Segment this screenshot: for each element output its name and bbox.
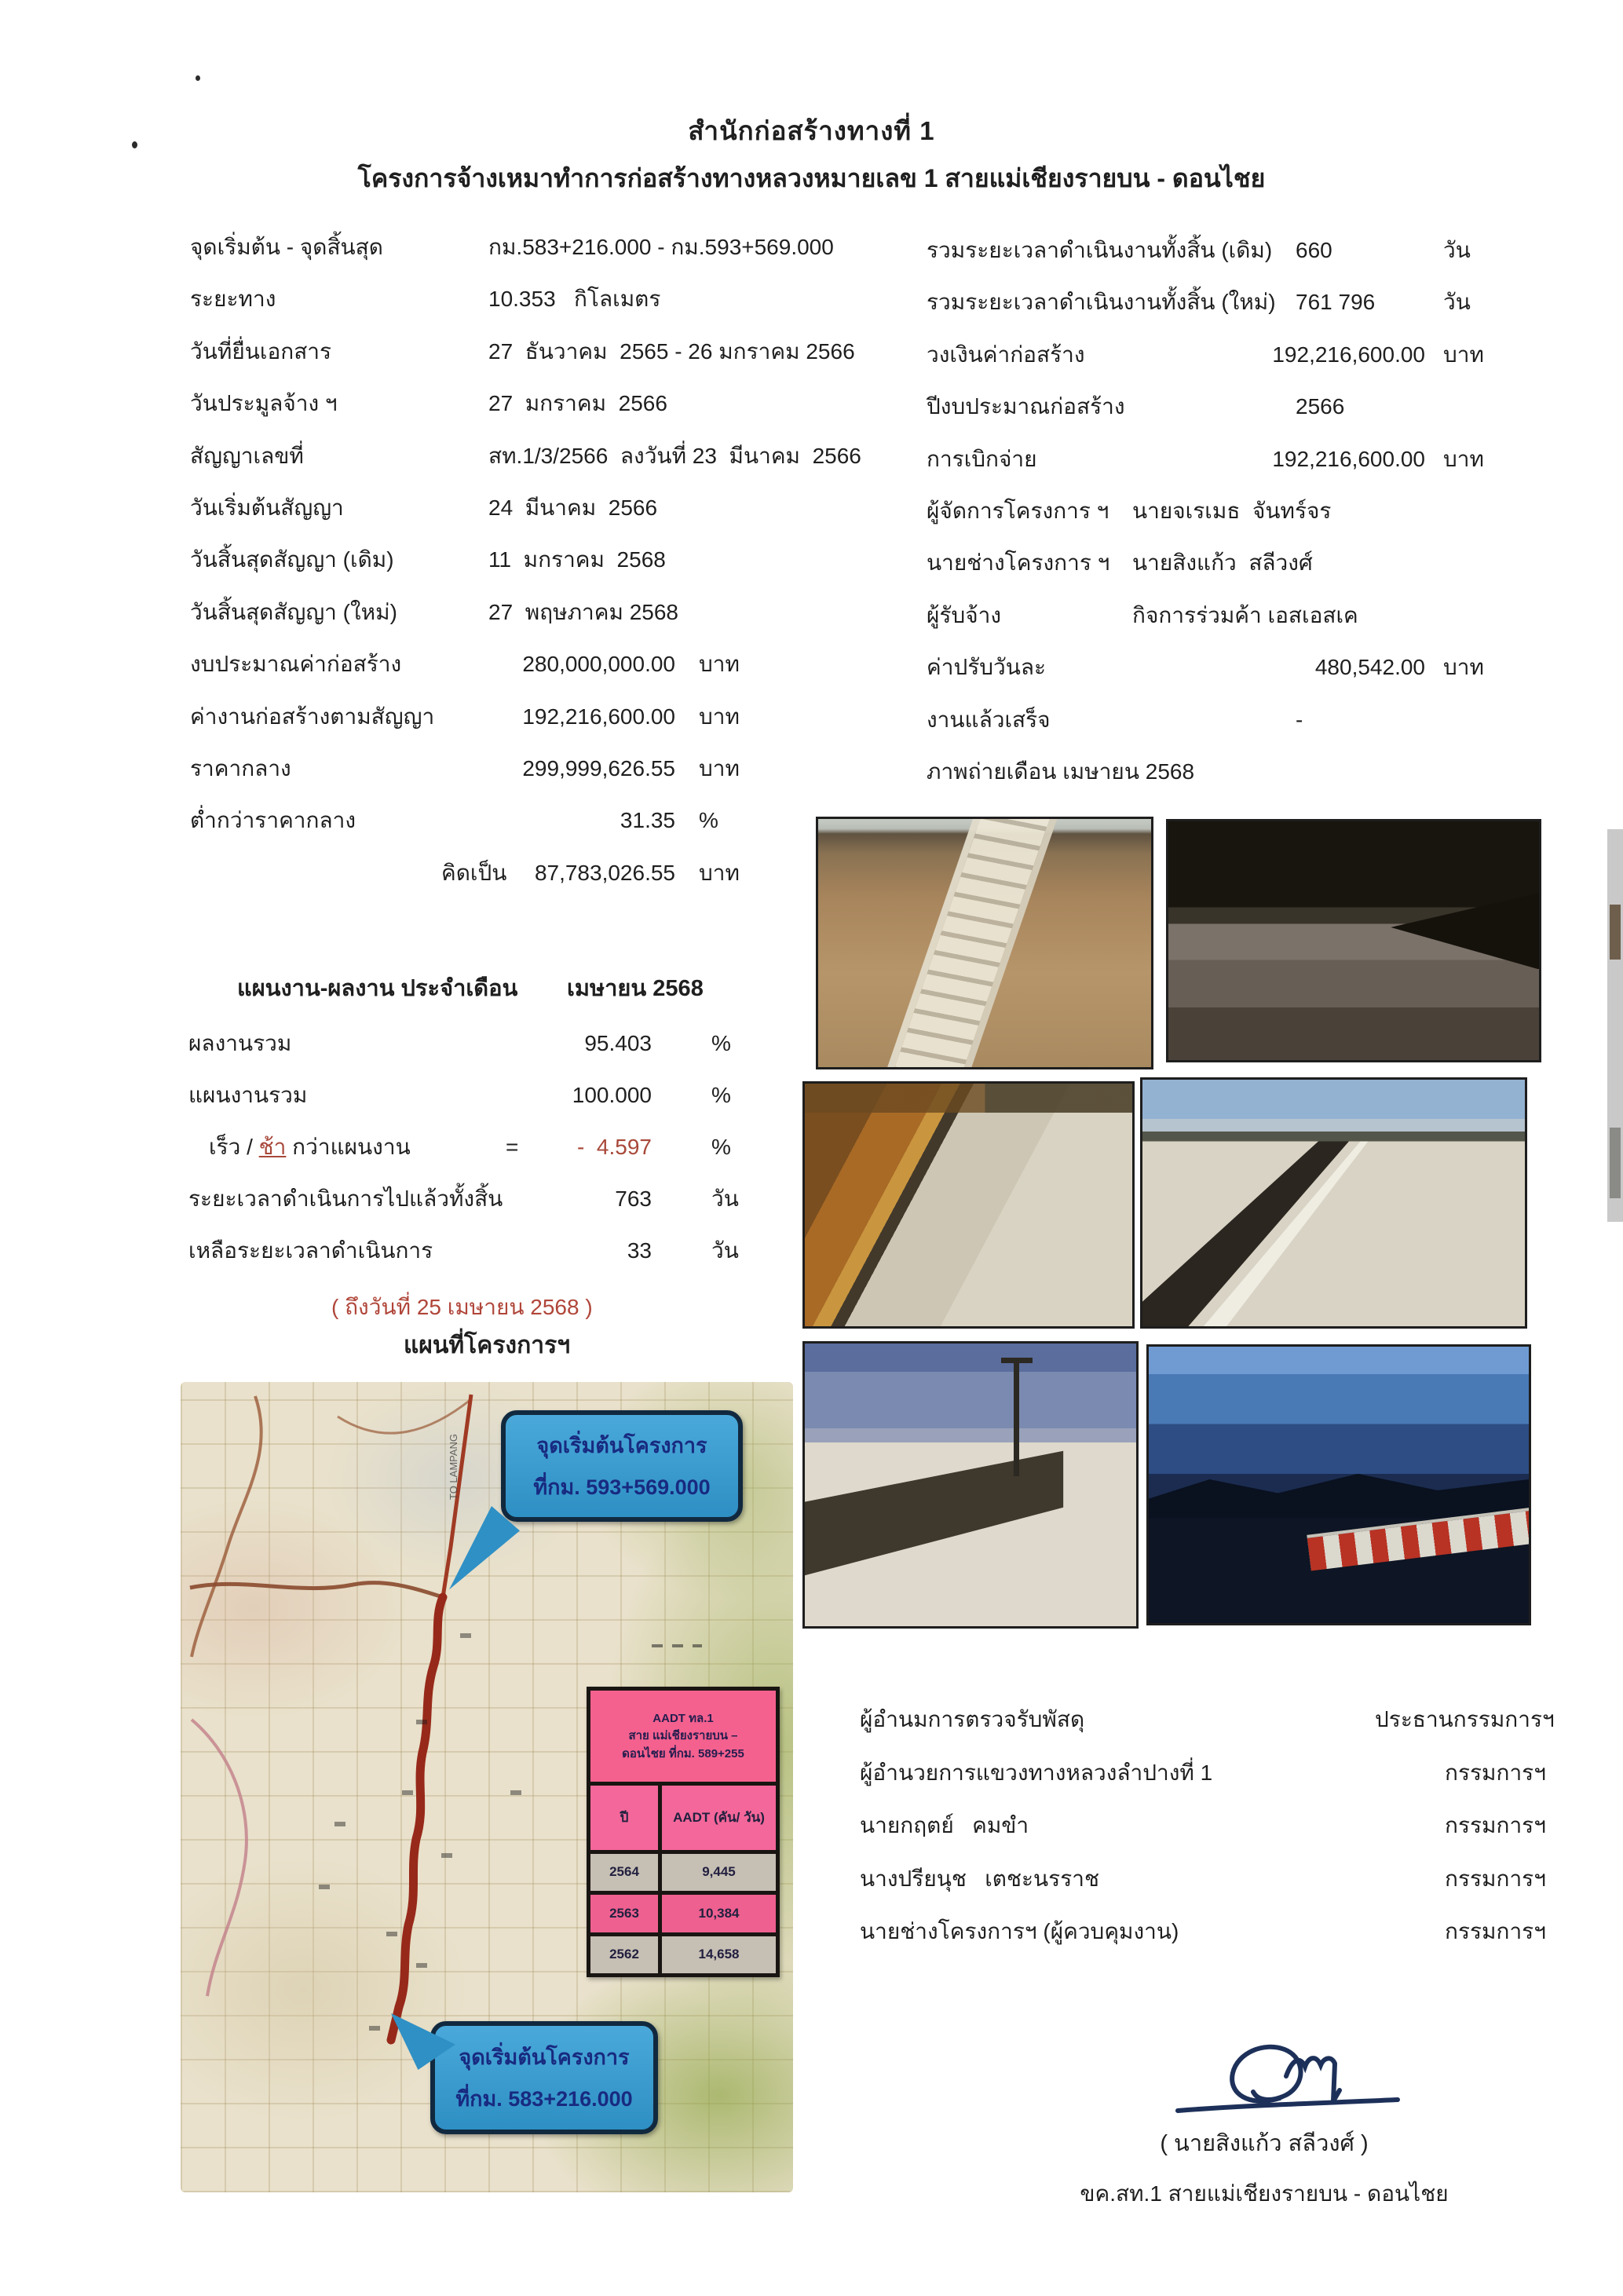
info-value: 11 มกราคม 2568 xyxy=(488,547,666,572)
info-label: วันสิ้นสุดสัญญา (ใหม่) xyxy=(190,599,397,624)
photo-orange-dirt-concrete-curb xyxy=(802,1081,1135,1329)
info-value: 192,216,600.00 xyxy=(1272,446,1425,471)
info-row xyxy=(927,433,1602,485)
project-map xyxy=(181,1382,793,2192)
info-label: งบประมาณค่าก่อสร้าง xyxy=(190,652,402,677)
info-value: 2566 xyxy=(1296,394,1345,419)
project-info-right xyxy=(927,225,1602,798)
map-callout-start-point xyxy=(430,2021,658,2134)
info-unit: บาท xyxy=(1443,342,1484,367)
photo-concrete-slope-wall xyxy=(802,1341,1139,1629)
signer-name: ( นายสิงแก้ว สลีวงศ์ ) xyxy=(1160,2131,1369,2156)
aadt-table xyxy=(587,1687,780,1977)
info-label: นายช่างโครงการ ฯ xyxy=(927,550,1110,576)
info-unit: บาท xyxy=(699,652,740,677)
ink-speck xyxy=(196,75,200,81)
map-minor-road xyxy=(190,1583,443,1597)
info-label: รวมระยะเวลาดำเนินงานทั้งสิ้น (เดิม) xyxy=(927,238,1273,262)
photo-shadow-wedge xyxy=(1391,893,1539,969)
map-minor-road xyxy=(192,1720,247,1996)
committee-member-title: กรรมการฯ xyxy=(1445,1866,1546,1891)
photo-dirt-pile xyxy=(805,1084,1132,1113)
photo-dusk-road-striped-barriers xyxy=(1146,1344,1531,1625)
monthly-row xyxy=(181,1121,801,1173)
monthly-label: ระยะเวลาดำเนินการไปแล้วทั้งสิ้น xyxy=(188,1186,503,1211)
info-value: 192,216,600.00 xyxy=(1272,342,1425,367)
committee-member-title: ประธานกรรมการฯ xyxy=(1375,1707,1555,1731)
monthly-value: 33 xyxy=(627,1238,652,1263)
monthly-value: 95.403 xyxy=(584,1031,652,1055)
info-unit: % xyxy=(699,808,718,833)
info-label: วงเงินค่าก่อสร้าง xyxy=(927,342,1085,367)
map-title: แผนที่โครงการฯ xyxy=(403,1333,571,1358)
monthly-row xyxy=(181,1225,801,1277)
info-row xyxy=(188,430,861,482)
project-info-left xyxy=(188,221,861,899)
aadt-title-line1: AADT ทล.1 xyxy=(652,1712,714,1726)
office-title: สำนักก่อสร้างทางที่ 1 xyxy=(688,116,935,145)
aadt-value-cell: 10,384 xyxy=(662,1895,776,1932)
info-row xyxy=(188,743,809,795)
info-value: 299,999,626.55 xyxy=(522,755,675,781)
aadt-col-year-header: ปี xyxy=(590,1786,658,1850)
info-label: ผู้จัดการโครงการ ฯ xyxy=(927,498,1109,523)
monthly-progress-rows xyxy=(181,1018,801,1277)
aadt-value-cell: 14,658 xyxy=(662,1936,776,1973)
monthly-unit: % xyxy=(711,1083,731,1107)
info-row xyxy=(188,221,834,273)
callout-start-line2: ที่กม. 583+216.000 xyxy=(455,2087,633,2111)
info-value: 24 มีนาคม 2566 xyxy=(488,495,658,520)
info-row xyxy=(188,378,809,430)
info-label: ต่ำกว่าราคากลาง xyxy=(190,808,356,833)
committee-member-name: นายกฤตย์ คมขำ xyxy=(860,1813,1029,1837)
monthly-label-post: กว่าแผนงาน xyxy=(286,1135,411,1159)
aadt-year-cell: 2564 xyxy=(590,1854,658,1891)
committee-row xyxy=(860,1746,1566,1800)
committee-member-title: กรรมการฯ xyxy=(1445,1813,1546,1837)
info-row xyxy=(927,276,1602,328)
monthly-unit: วัน xyxy=(711,1238,739,1263)
map-callout-end-point xyxy=(501,1410,743,1522)
info-value: สท.1/3/2566 ลงวันที่ 23 มีนาคม 2566 xyxy=(488,443,861,468)
committee-row xyxy=(860,1799,1566,1852)
info-row xyxy=(927,329,1602,381)
committee-member-name: นายช่างโครงการฯ (ผู้ควบคุมงาน) xyxy=(860,1919,1179,1943)
info-label: ภาพถ่ายเดือน เมษายน 2568 xyxy=(927,759,1195,784)
info-row xyxy=(188,482,809,534)
committee-row xyxy=(860,1905,1566,1958)
monthly-value: 100.000 xyxy=(572,1083,652,1107)
photo-dirt-road-concrete-gutter xyxy=(816,817,1153,1069)
monthly-label: ผลงานรวม xyxy=(188,1031,292,1055)
monthly-header-label: แผนงาน-ผลงาน ประจำเดือน xyxy=(237,976,518,1001)
photo-mountain-silhouette xyxy=(1149,1347,1529,1623)
info-unit: บาท xyxy=(699,860,740,885)
callout-start-line1: จุดเริ่มต้นโครงการ xyxy=(459,2046,630,2069)
monthly-unit: % xyxy=(711,1135,731,1159)
info-row xyxy=(927,694,1602,746)
info-value: 27 มกราคม 2566 xyxy=(488,391,667,416)
monthly-progress-header xyxy=(181,960,801,1018)
info-label: วันที่ยื่นเอกสาร xyxy=(190,338,332,364)
info-label: ค่าปรับวันละ xyxy=(927,655,1047,680)
info-label: สัญญาเลขที่ xyxy=(190,443,304,468)
map-minor-road xyxy=(338,1399,471,1433)
info-unit: วัน xyxy=(1443,238,1471,262)
info-label: ราคากลาง xyxy=(190,755,291,781)
info-row xyxy=(188,691,809,743)
info-row xyxy=(188,847,809,899)
committee-row xyxy=(860,1852,1566,1906)
info-label: วันสิ้นสุดสัญญา (เดิม) xyxy=(190,547,394,572)
map-road-label: TO LAMPANG xyxy=(448,1433,459,1500)
handwritten-signature xyxy=(1162,2035,1413,2130)
monthly-label: เหลือระยะเวลาดำเนินการ xyxy=(188,1238,433,1263)
info-value: 27 ธันวาคม 2565 - 26 มกราคม 2566 xyxy=(488,338,855,364)
project-office-line: ขค.สท.1 สายแม่เชียงรายบน - ดอนไชย xyxy=(1080,2181,1449,2206)
info-row xyxy=(188,534,809,586)
info-label: วันเริ่มต้นสัญญา xyxy=(190,495,344,520)
info-row xyxy=(188,795,809,846)
map-project-route xyxy=(391,1597,443,2040)
info-unit: บาท xyxy=(699,704,740,729)
committee-member-title: กรรมการฯ xyxy=(1445,1760,1546,1785)
monthly-note xyxy=(181,1281,801,1333)
info-label: จุดเริ่มต้น - จุดสิ้นสุด xyxy=(190,235,383,259)
info-row xyxy=(927,642,1602,693)
info-value: กม.583+216.000 - กม.593+569.000 xyxy=(488,235,834,259)
info-unit: วัน xyxy=(1443,290,1471,315)
info-label: งานแล้วเสร็จ xyxy=(927,707,1051,732)
monthly-value: 763 xyxy=(615,1186,652,1211)
info-row xyxy=(927,746,1602,798)
info-label: วันประมูลจ้าง ฯ xyxy=(190,391,338,416)
monthly-row xyxy=(181,1018,801,1069)
info-row xyxy=(188,638,809,690)
photo-light-pole xyxy=(1014,1358,1019,1476)
aadt-table-title xyxy=(590,1691,776,1782)
info-value: 10.353 กิโลเมตร xyxy=(488,287,661,312)
monthly-label-pre: เร็ว / xyxy=(209,1135,259,1159)
monthly-label-slow: ช้า xyxy=(258,1135,287,1159)
equals-sign: = xyxy=(506,1135,519,1159)
info-value: 87,783,026.55 xyxy=(534,860,675,885)
info-value: 480,542.00 xyxy=(1314,655,1425,680)
info-value: 660 xyxy=(1296,238,1332,262)
info-label: การเบิกจ่าย xyxy=(927,446,1037,471)
aadt-title-line2: สาย แม่เชียงรายบน – xyxy=(628,1729,738,1743)
monthly-unit: % xyxy=(711,1031,731,1055)
monthly-progress-section xyxy=(181,960,801,1333)
info-value: นายสิงแก้ว สลีวงศ์ xyxy=(1132,550,1313,576)
photo-gutter-channel xyxy=(884,817,1058,1069)
callout-end-line2: ที่กม. 593+569.000 xyxy=(533,1475,711,1499)
aadt-col-value-header: AADT (คัน/ วัน) xyxy=(662,1786,776,1850)
monthly-row xyxy=(181,1173,801,1225)
callout-end-line1: จุดเริ่มต้นโครงการ xyxy=(536,1434,707,1457)
map-minor-road xyxy=(192,1396,261,1657)
info-value: 761 796 xyxy=(1296,290,1376,315)
monthly-label: แผนงานรวม xyxy=(188,1083,308,1107)
photo-retaining-wall xyxy=(805,1344,1136,1626)
info-row xyxy=(188,273,809,325)
info-row xyxy=(188,326,855,378)
info-row xyxy=(927,590,1602,642)
aadt-year-cell: 2562 xyxy=(590,1936,658,1973)
info-row xyxy=(927,485,1602,537)
info-label: คิดเป็น xyxy=(441,860,507,885)
info-unit: บาท xyxy=(1443,655,1484,680)
info-value: 192,216,600.00 xyxy=(522,704,675,729)
aadt-value-cell: 9,445 xyxy=(662,1854,776,1891)
info-unit: บาท xyxy=(1443,446,1484,471)
committee-row xyxy=(860,1693,1566,1746)
info-label: รวมระยะเวลาดำเนินงานทั้งสิ้น (ใหม่) xyxy=(927,290,1276,315)
info-row xyxy=(927,537,1602,589)
committee-member-name: นางปรียนุช เตชะนรราช xyxy=(860,1866,1099,1891)
aadt-year-cell: 2563 xyxy=(590,1895,658,1932)
monthly-unit: วัน xyxy=(711,1186,739,1211)
info-value: - xyxy=(1296,707,1303,732)
info-label: ผู้รับจ้าง xyxy=(927,602,1002,627)
aadt-title-line3: ดอนไชย ที่กม. 589+255 xyxy=(622,1746,744,1760)
monthly-header-month: เมษายน 2568 xyxy=(567,976,704,1001)
monthly-row xyxy=(181,1069,801,1121)
info-value: กิจการร่วมค้า เอสเอสเค xyxy=(1132,602,1358,627)
inspection-committee-section xyxy=(860,1693,1566,1958)
scan-edge-artifact xyxy=(1607,829,1623,1222)
info-value: 280,000,000.00 xyxy=(522,652,675,677)
info-row xyxy=(927,225,1602,276)
info-label: ระยะทาง xyxy=(190,287,276,312)
photo-median-shadow xyxy=(1142,1080,1525,1326)
info-label: ค่างานก่อสร้างตามสัญญา xyxy=(190,704,435,729)
aadt-table-grid xyxy=(590,1786,776,1973)
monthly-note-text: ( ถึงวันที่ 25 เมษายน 2568 ) xyxy=(331,1295,593,1319)
info-row xyxy=(188,587,809,638)
committee-member-name: ผู้อำนมการตรวจรับพัสดุ xyxy=(860,1707,1085,1731)
info-label: ปีงบประมาณก่อสร้าง xyxy=(927,394,1125,419)
info-value: 31.35 xyxy=(620,808,675,833)
info-value: 27 พฤษภาคม 2568 xyxy=(488,599,679,624)
committee-member-name: ผู้อำนวยการแขวงทางหลวงลำปางที่ 1 xyxy=(860,1760,1213,1785)
info-unit: บาท xyxy=(699,755,740,781)
info-value: นายจเรเมธ จันทร์จร xyxy=(1132,498,1332,523)
project-title: โครงการจ้างเหมาทำการก่อสร้างทางหลวงหมายเลข 1 สายแม่เชียงรายบน - ดอนไชย xyxy=(357,164,1266,192)
monthly-value: - 4.597 xyxy=(577,1135,652,1159)
monthly-label-group xyxy=(209,1121,411,1173)
committee-member-title: กรรมการฯ xyxy=(1445,1919,1546,1943)
photo-concrete-road-median xyxy=(1140,1077,1527,1329)
info-row xyxy=(927,381,1602,433)
photo-asphalt-road-dark-trees xyxy=(1166,819,1541,1062)
